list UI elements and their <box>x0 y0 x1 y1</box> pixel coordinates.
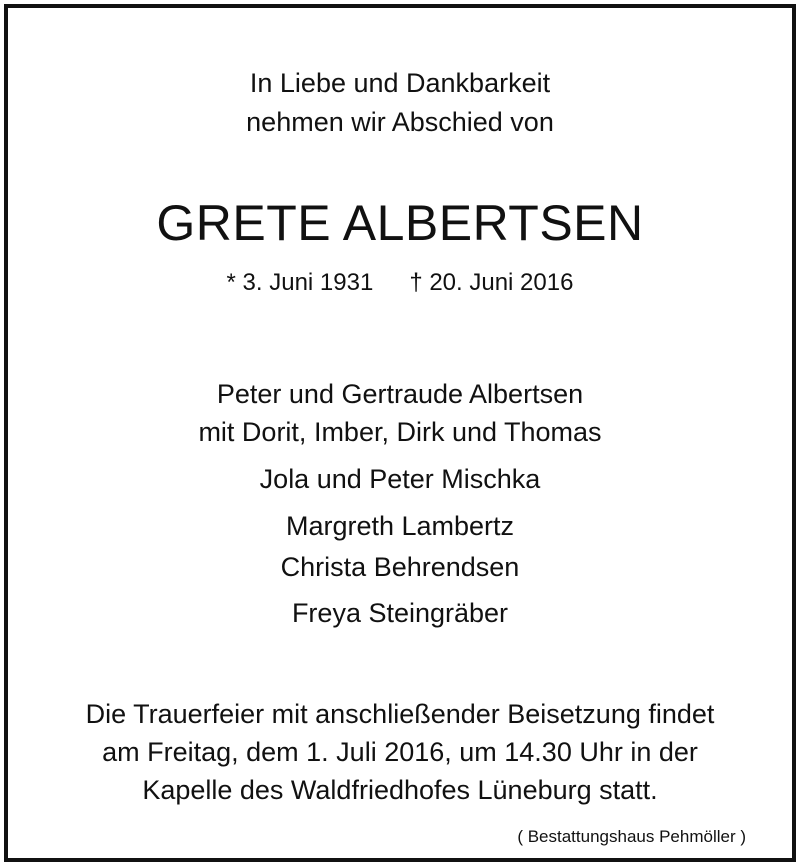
mourner-line: Peter und Gertraude Albertsen <box>216 379 584 409</box>
notice-frame <box>4 4 796 862</box>
ceremony-line-3: Kapelle des Waldfriedhofes Lüneburg statt. <box>142 775 658 805</box>
funeral-home: ( Bestattungshaus Pehmöller ) <box>517 827 746 846</box>
death-date: † 20. Juni 2016 <box>409 269 574 296</box>
mourner-line: Freya Steingräber <box>291 598 509 628</box>
mourner-line: mit Dorit, Imber, Dirk und Thomas <box>198 417 602 447</box>
mourner-line: Margreth Lambertz <box>285 511 515 541</box>
intro-line-2: nehmen wir Abschied von <box>246 107 554 137</box>
mourner-line: Christa Behrendsen <box>280 552 520 582</box>
deceased-name: GRETE ALBERTSEN <box>156 195 644 251</box>
ceremony-line-1: Die Trauerfeier mit anschließender Beisetzung findet <box>85 699 715 729</box>
intro-line-1: In Liebe und Dankbarkeit <box>249 68 551 98</box>
birth-date: * 3. Juni 1931 <box>226 269 374 296</box>
mourner-line: Jola und Peter Mischka <box>259 464 541 494</box>
ceremony-line-2: am Freitag, dem 1. Juli 2016, um 14.30 Uhr in der <box>102 737 698 767</box>
life-dates <box>8 271 792 295</box>
